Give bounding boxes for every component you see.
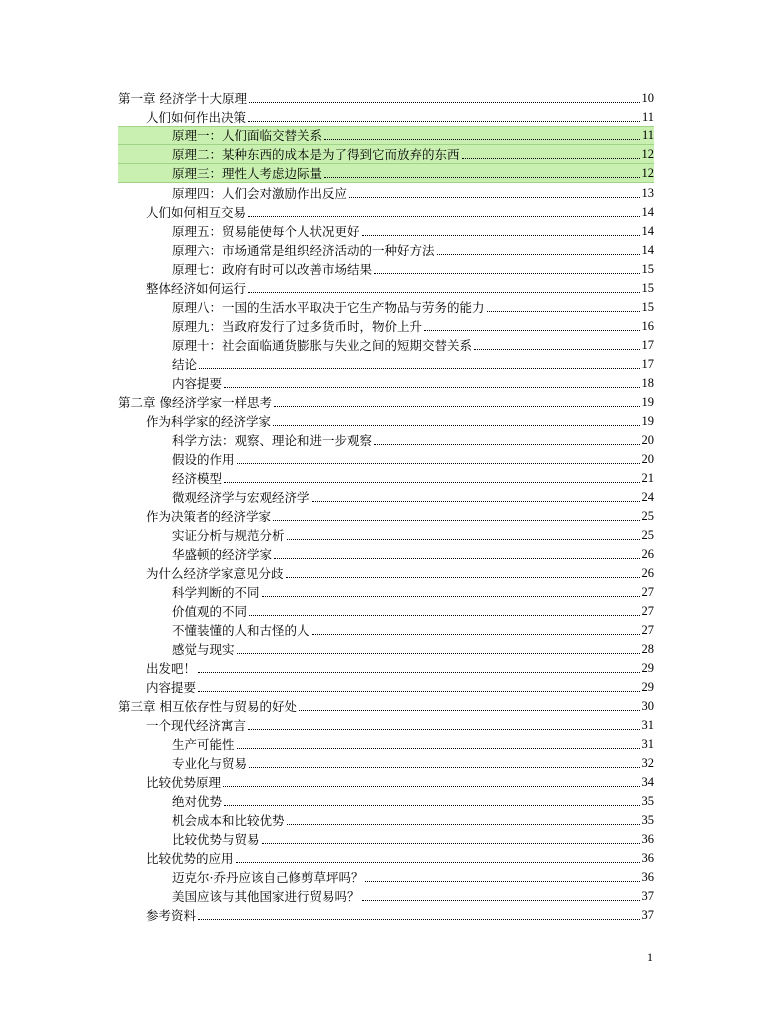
dot-leader <box>224 387 639 388</box>
toc-subsection-entry[interactable] <box>118 791 654 810</box>
toc-entry-page: 12 <box>641 147 654 161</box>
toc-chapter-entry[interactable] <box>118 392 654 411</box>
toc-entry-title: 原理三：理性人考虑边际量 <box>172 166 323 181</box>
dot-leader <box>273 520 639 521</box>
toc-entry-title: 实证分析与规范分析 <box>172 528 285 543</box>
toc-subsection-entry[interactable] <box>118 525 654 544</box>
dot-leader <box>274 558 639 559</box>
dot-leader <box>362 900 640 901</box>
toc-entry-title: 原理六：市场通常是组织经济活动的一种好方法 <box>172 243 435 258</box>
toc-entry-page: 29 <box>641 661 654 675</box>
toc-entry-page: 19 <box>641 395 654 409</box>
dot-leader <box>248 292 639 293</box>
toc-entry-title: 微观经济学与宏观经济学 <box>172 490 310 505</box>
dot-leader <box>312 634 640 635</box>
toc-entry-title: 参考资料 <box>146 908 197 923</box>
toc-entry-page: 18 <box>641 376 654 390</box>
toc-subsection-entry[interactable] <box>118 886 654 905</box>
toc-entry-page: 19 <box>641 414 654 428</box>
toc-entry-title: 机会成本和比较优势 <box>172 813 285 828</box>
toc-entry-title: 人们如何作出决策 <box>146 110 247 125</box>
toc-entry-title: 价值观的不同 <box>172 604 248 619</box>
page-number: 1 <box>647 950 653 964</box>
toc-entry-page: 29 <box>641 680 654 694</box>
dot-leader <box>237 653 640 654</box>
toc-section-entry[interactable] <box>118 905 654 924</box>
toc-section-entry[interactable] <box>118 715 654 734</box>
toc-subsection-entry[interactable] <box>118 544 654 563</box>
dot-leader <box>287 539 640 540</box>
toc-entry-page: 34 <box>641 775 654 789</box>
toc-section-entry[interactable] <box>118 658 654 677</box>
dot-leader <box>374 444 639 445</box>
toc-entry-title: 内容提要 <box>172 376 223 391</box>
toc-entry-page: 36 <box>641 832 654 846</box>
toc-subsection-entry[interactable] <box>118 297 654 316</box>
toc-entry-page: 31 <box>641 718 654 732</box>
dot-leader <box>198 919 639 920</box>
toc-entry-title: 结论 <box>172 357 198 372</box>
toc-entry-page: 15 <box>641 281 654 295</box>
toc-entry-title: 绝对优势 <box>172 794 223 809</box>
toc-entry-title: 科学判断的不同 <box>172 585 260 600</box>
toc-entry-page: 21 <box>641 471 654 485</box>
toc-entry-page: 30 <box>641 699 654 713</box>
toc-section-entry[interactable] <box>118 107 654 126</box>
toc-entry-title: 原理十：社会面临通货膨胀与失业之间的短期交替关系 <box>172 338 473 353</box>
toc-section-entry[interactable] <box>118 563 654 582</box>
dot-leader <box>437 254 640 255</box>
toc-entry-title: 第二章 像经济学家一样思考 <box>118 395 272 410</box>
toc-subsection-entry[interactable] <box>118 829 654 848</box>
toc-entry-page: 37 <box>641 908 654 922</box>
toc-entry-title: 原理一：人们面临交替关系 <box>172 128 323 143</box>
toc-entry-page: 16 <box>641 319 654 333</box>
toc-section-entry[interactable] <box>118 772 654 791</box>
toc-entry-page: 35 <box>641 794 654 808</box>
toc-subsection-entry[interactable] <box>118 145 654 164</box>
dot-leader <box>299 710 640 711</box>
toc-subsection-entry[interactable] <box>118 620 654 639</box>
toc-entry-title: 假设的作用 <box>172 452 235 467</box>
toc-subsection-entry[interactable] <box>118 164 654 183</box>
toc-entry-title: 整体经济如何运行 <box>146 281 247 296</box>
toc-entry-title: 原理七：政府有时可以改善市场结果 <box>172 262 373 277</box>
toc-subsection-entry[interactable] <box>118 867 654 886</box>
toc-chapter-entry[interactable] <box>118 696 654 715</box>
toc-entry-title: 原理九：当政府发行了过多货币时，物价上升 <box>172 319 423 334</box>
toc-entry-page: 11 <box>641 110 654 124</box>
toc-entry-title: 比较优势原理 <box>146 775 222 790</box>
toc-subsection-entry[interactable] <box>118 221 654 240</box>
dot-leader <box>324 139 640 140</box>
dot-leader <box>273 425 639 426</box>
dot-leader <box>199 368 639 369</box>
toc-subsection-entry[interactable] <box>118 582 654 601</box>
dot-leader <box>249 102 640 103</box>
dot-leader <box>365 881 639 882</box>
toc-subsection-entry[interactable] <box>118 468 654 487</box>
toc-section-entry[interactable] <box>118 848 654 867</box>
dot-leader <box>286 577 640 578</box>
toc-section-entry[interactable] <box>118 411 654 430</box>
table-of-contents <box>118 88 654 924</box>
dot-leader <box>248 729 639 730</box>
dot-leader <box>262 843 640 844</box>
toc-entry-page: 25 <box>641 528 654 542</box>
toc-entry-page: 17 <box>641 338 654 352</box>
toc-entry-page: 10 <box>641 91 654 105</box>
toc-entry-page: 37 <box>641 889 654 903</box>
dot-leader <box>198 672 639 673</box>
toc-entry-page: 27 <box>641 604 654 618</box>
dot-leader <box>287 824 640 825</box>
toc-subsection-entry[interactable] <box>118 316 654 335</box>
toc-entry-title: 科学方法：观察、理论和进一步观察 <box>172 433 373 448</box>
toc-entry-page: 27 <box>641 623 654 637</box>
toc-entry-title: 原理八：一国的生活水平取决于它生产物品与劳务的能力 <box>172 300 485 315</box>
toc-section-entry[interactable] <box>118 677 654 696</box>
toc-entry-title: 迈克尔·乔丹应该自己修剪草坪吗？ <box>172 870 364 885</box>
toc-section-entry[interactable] <box>118 278 654 297</box>
dot-leader <box>248 121 640 122</box>
toc-subsection-entry[interactable] <box>118 126 654 145</box>
toc-entry-page: 11 <box>641 128 654 142</box>
toc-subsection-entry[interactable] <box>118 810 654 829</box>
dot-leader <box>248 216 639 217</box>
toc-entry-title: 华盛顿的经济学家 <box>172 547 273 562</box>
toc-entry-page: 31 <box>641 737 654 751</box>
toc-section-entry[interactable] <box>118 506 654 525</box>
toc-entry-page: 35 <box>641 813 654 827</box>
toc-subsection-entry[interactable] <box>118 601 654 620</box>
dot-leader <box>236 862 640 863</box>
toc-entry-page: 15 <box>641 262 654 276</box>
toc-entry-page: 36 <box>641 870 654 884</box>
toc-entry-page: 20 <box>641 452 654 466</box>
dot-leader <box>474 349 639 350</box>
dot-leader <box>487 311 640 312</box>
toc-entry-title: 原理四：人们会对激励作出反应 <box>172 186 348 201</box>
toc-entry-page: 13 <box>641 186 654 200</box>
dot-leader <box>224 805 639 806</box>
dot-leader <box>362 235 640 236</box>
toc-entry-page: 28 <box>641 642 654 656</box>
toc-entry-title: 生产可能性 <box>172 737 235 752</box>
dot-leader <box>249 615 639 616</box>
toc-entry-page: 15 <box>641 300 654 314</box>
toc-entry-title: 专业化与贸易 <box>172 756 248 771</box>
toc-entry-title: 第三章 相互依存性与贸易的好处 <box>118 699 297 714</box>
toc-subsection-entry[interactable] <box>118 753 654 772</box>
toc-entry-title: 作为科学家的经济学家 <box>146 414 272 429</box>
toc-entry-title: 比较优势与贸易 <box>172 832 260 847</box>
toc-entry-title: 一个现代经济寓言 <box>146 718 247 733</box>
dot-leader <box>324 177 639 178</box>
toc-subsection-entry[interactable] <box>118 639 654 658</box>
toc-entry-title: 作为决策者的经济学家 <box>146 509 272 524</box>
toc-entry-page: 14 <box>641 224 654 238</box>
toc-entry-title: 第一章 经济学十大原理 <box>118 91 247 106</box>
toc-subsection-entry[interactable] <box>118 259 654 278</box>
toc-entry-title: 出发吧！ <box>146 661 197 676</box>
dot-leader <box>223 786 639 787</box>
toc-chapter-entry[interactable] <box>118 88 654 107</box>
dot-leader <box>262 596 640 597</box>
toc-entry-title: 感觉与现实 <box>172 642 235 657</box>
dot-leader <box>424 330 639 331</box>
toc-subsection-entry[interactable] <box>118 734 654 753</box>
toc-entry-title: 比较优势的应用 <box>146 851 234 866</box>
toc-entry-title: 原理五：贸易能使每个人状况更好 <box>172 224 360 239</box>
toc-entry-page: 17 <box>641 357 654 371</box>
toc-entry-title: 美国应该与其他国家进行贸易吗？ <box>172 889 360 904</box>
toc-entry-title: 不懂装懂的人和古怪的人 <box>172 623 310 638</box>
dot-leader <box>237 748 640 749</box>
toc-subsection-entry[interactable] <box>118 183 654 202</box>
toc-subsection-entry[interactable] <box>118 240 654 259</box>
dot-leader <box>312 501 640 502</box>
dot-leader <box>274 406 640 407</box>
toc-entry-page: 26 <box>641 547 654 561</box>
dot-leader <box>349 197 639 198</box>
toc-entry-page: 26 <box>641 566 654 580</box>
toc-entry-title: 人们如何相互交易 <box>146 205 247 220</box>
toc-entry-page: 14 <box>641 205 654 219</box>
toc-entry-page: 27 <box>641 585 654 599</box>
toc-entry-title: 为什么经济学家意见分歧 <box>146 566 284 581</box>
toc-entry-page: 24 <box>641 490 654 504</box>
toc-subsection-entry[interactable] <box>118 373 654 392</box>
dot-leader <box>198 691 639 692</box>
toc-subsection-entry[interactable] <box>118 487 654 506</box>
toc-subsection-entry[interactable] <box>118 354 654 373</box>
toc-entry-page: 20 <box>641 433 654 447</box>
toc-entry-page: 25 <box>641 509 654 523</box>
toc-subsection-entry[interactable] <box>118 430 654 449</box>
dot-leader <box>237 463 640 464</box>
toc-entry-page: 32 <box>641 756 654 770</box>
toc-entry-page: 14 <box>641 243 654 257</box>
dot-leader <box>249 767 639 768</box>
toc-entry-title: 内容提要 <box>146 680 197 695</box>
toc-entry-title: 原理二：某种东西的成本是为了得到它而放弃的东西 <box>172 147 460 162</box>
dot-leader <box>224 482 639 483</box>
toc-subsection-entry[interactable] <box>118 449 654 468</box>
toc-section-entry[interactable] <box>118 202 654 221</box>
toc-entry-page: 12 <box>641 166 654 180</box>
toc-entry-title: 经济模型 <box>172 471 223 486</box>
toc-entry-page: 36 <box>641 851 654 865</box>
dot-leader <box>374 273 639 274</box>
dot-leader <box>462 158 640 159</box>
toc-subsection-entry[interactable] <box>118 335 654 354</box>
